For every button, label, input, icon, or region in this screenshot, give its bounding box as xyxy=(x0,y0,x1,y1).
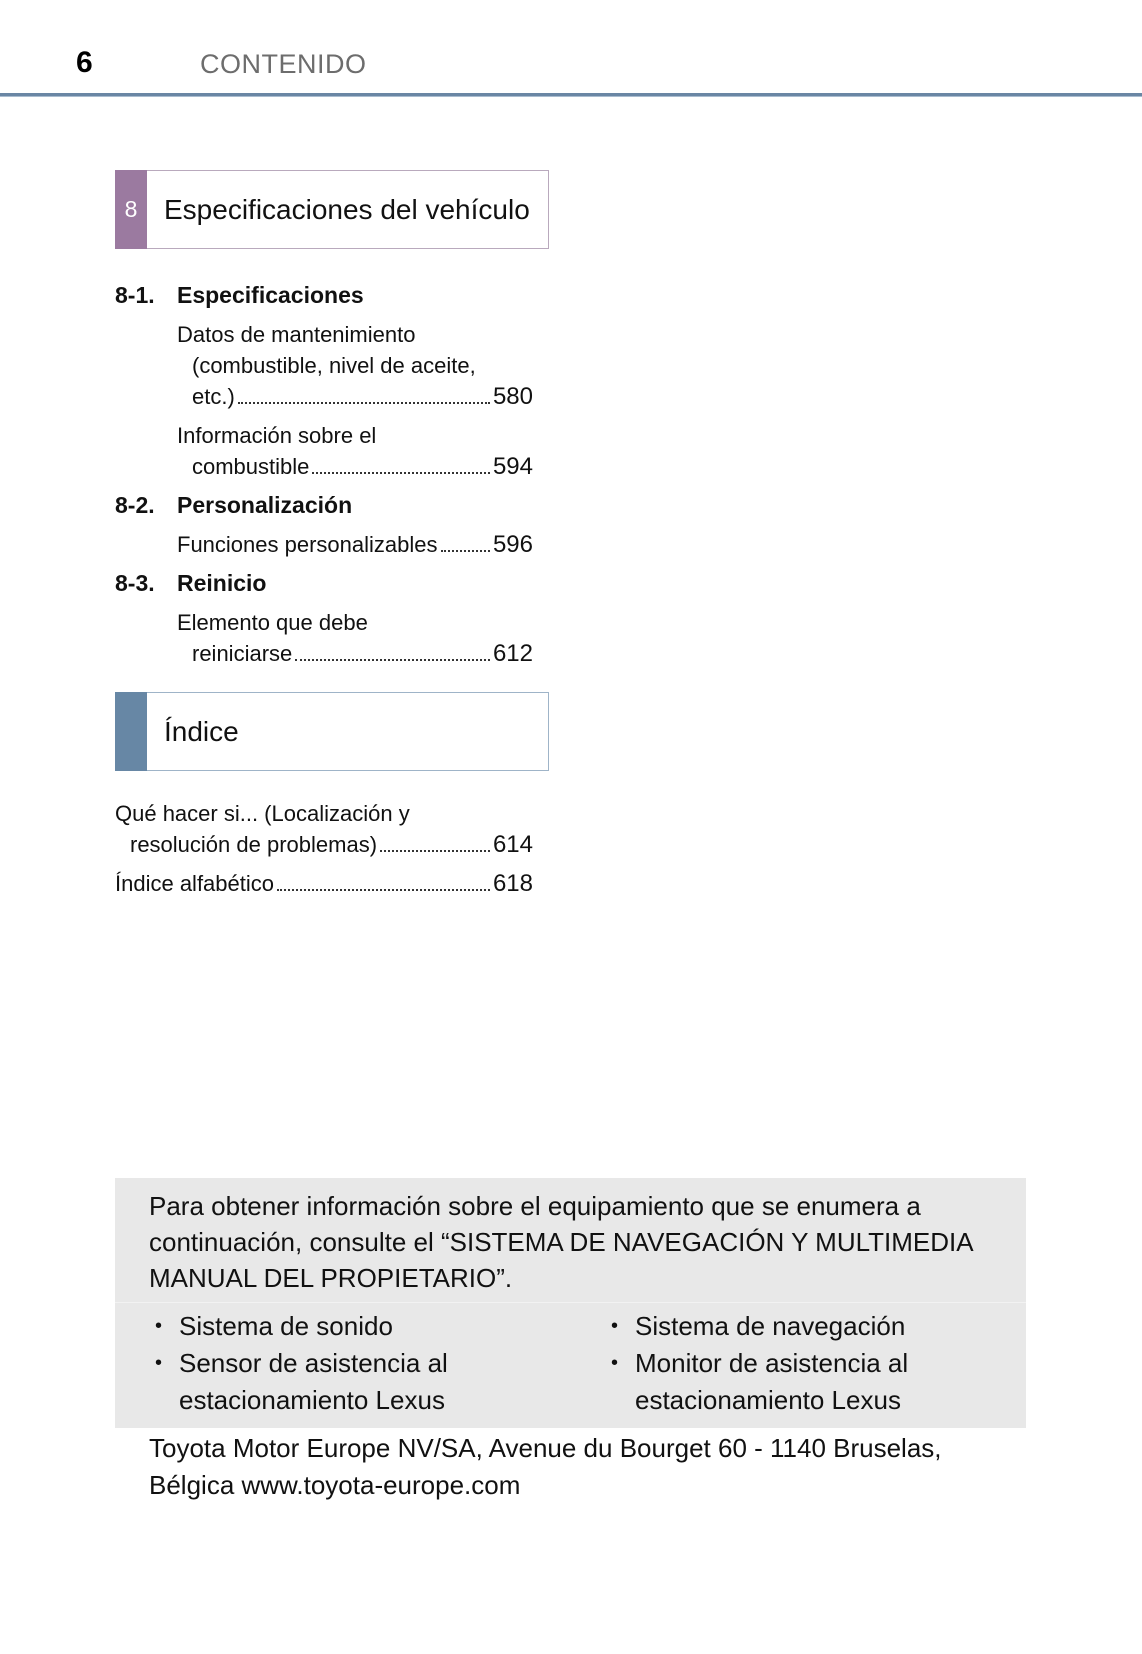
entry-text: etc.) xyxy=(192,384,235,409)
page-reference: 618 xyxy=(492,870,533,897)
page-reference: 580 xyxy=(492,383,533,410)
entry-line: Información sobre el xyxy=(177,423,377,448)
bullet-icon: • xyxy=(611,1315,619,1337)
toc-entry[interactable] xyxy=(115,319,533,412)
item-text: Sistema de navegación xyxy=(635,1311,906,1341)
equipment-info-box xyxy=(115,1178,1026,1428)
dot-leader xyxy=(312,472,490,474)
page-reference: 594 xyxy=(492,453,533,480)
dot-leader xyxy=(380,850,490,852)
entry-line: Qué hacer si... (Localización y xyxy=(115,801,410,826)
page-number: 6 xyxy=(76,46,93,79)
chapter-title: Especificaciones del vehículo xyxy=(164,193,530,225)
entry-leader-line xyxy=(177,529,533,560)
list-item xyxy=(149,1345,549,1419)
item-text: Sensor de asistencia al estacionamiento Lexus xyxy=(179,1348,448,1415)
info-intro-text: Para obtener información sobre el equipamiento que se enumera a continuación, consulte el “SISTEMA DE NAVEGACIÓN Y MULTIMEDIA MANUAL DEL PROPIETARIO”. xyxy=(149,1191,973,1293)
bullet-icon: • xyxy=(155,1352,163,1374)
info-divider xyxy=(115,1302,1026,1303)
dot-leader xyxy=(295,659,490,661)
entry-leader-line xyxy=(177,381,533,412)
toc-section-8-3[interactable] xyxy=(115,568,533,599)
header-rule xyxy=(0,93,1142,97)
entry-text: Funciones personalizables xyxy=(177,532,438,557)
publisher-address: Toyota Motor Europe NV/SA, Avenue du Bourget 60 - 1140 Bruselas, Bélgica www.toyota-europe.com xyxy=(149,1433,942,1500)
toc-entry[interactable] xyxy=(115,868,533,899)
entry-text: resolución de problemas) xyxy=(130,832,378,857)
page-reference: 596 xyxy=(492,531,533,558)
entry-line: Datos de mantenimiento xyxy=(177,322,416,347)
bullet-icon: • xyxy=(611,1352,619,1374)
item-text: Monitor de asistencia al estacionamiento Lexus xyxy=(635,1348,909,1415)
section-title: Especificaciones xyxy=(177,282,364,308)
section-title: Personalización xyxy=(177,492,353,518)
equipment-list-left xyxy=(149,1308,549,1419)
index-chapter-heading[interactable] xyxy=(115,692,549,771)
list-item xyxy=(149,1308,549,1345)
equipment-list-right xyxy=(605,1308,1005,1419)
section-number: 8-3. xyxy=(115,570,155,596)
index-toc xyxy=(115,798,533,907)
dot-leader xyxy=(441,550,490,552)
page-reference: 612 xyxy=(492,640,533,667)
toc-entry[interactable] xyxy=(115,420,533,482)
section-number: 8-2. xyxy=(115,492,155,518)
item-text: Sistema de sonido xyxy=(179,1311,393,1341)
bullet-icon: • xyxy=(155,1315,163,1337)
dot-leader xyxy=(277,889,490,891)
section-number: 8-1. xyxy=(115,282,155,308)
chapter-number-tab: 8 xyxy=(115,170,147,249)
entry-line: Elemento que debe xyxy=(177,610,368,635)
toc-entry[interactable] xyxy=(115,529,533,560)
list-item xyxy=(605,1308,1005,1345)
chapter-8-heading[interactable] xyxy=(115,170,549,249)
toc-entry[interactable] xyxy=(115,798,533,860)
chapter-8-toc xyxy=(115,272,533,677)
toc-entry[interactable] xyxy=(115,607,533,669)
list-item xyxy=(605,1345,1005,1419)
chapter-color-tab xyxy=(115,692,147,771)
entry-leader-line xyxy=(115,868,533,899)
entry-text: Índice alfabético xyxy=(115,871,274,896)
toc-section-8-2[interactable] xyxy=(115,490,533,521)
entry-leader-line xyxy=(177,638,533,669)
section-title: Reinicio xyxy=(177,570,267,596)
entry-leader-line xyxy=(177,451,533,482)
chapter-title: Índice xyxy=(164,715,239,747)
entry-text: combustible xyxy=(192,454,310,479)
page-reference: 614 xyxy=(492,831,533,858)
running-head: CONTENIDO xyxy=(200,49,367,79)
entry-text: reiniciarse xyxy=(192,641,293,666)
dot-leader xyxy=(238,402,490,404)
entry-leader-line xyxy=(115,829,533,860)
entry-line: (combustible, nivel de aceite, xyxy=(192,353,476,378)
toc-section-8-1[interactable] xyxy=(115,280,533,311)
